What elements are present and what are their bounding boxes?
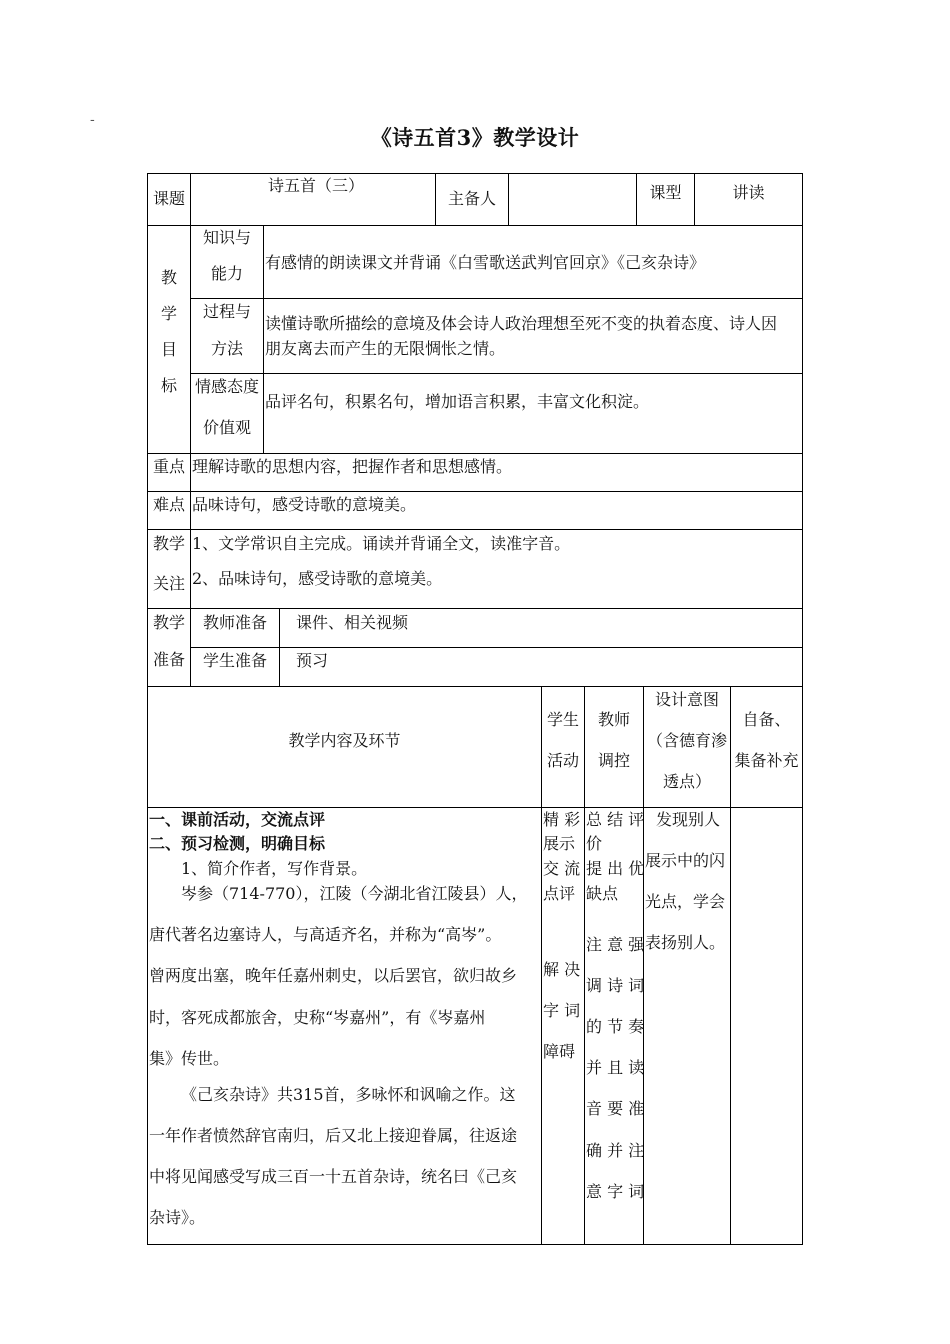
topic-value: 诗五首（三） <box>268 176 365 195</box>
focus-label-2: 关注 <box>152 574 185 593</box>
notes-header-1: 自备、 <box>742 710 791 729</box>
attitude-sub-1: 情感态度 <box>194 377 259 396</box>
design-header-1: 设计意图 <box>654 690 719 709</box>
student-activity-line: 障碍 <box>543 1042 576 1061</box>
teacher-control-line: 缺点 <box>586 884 619 903</box>
attitude-sub-2: 价值观 <box>202 418 251 437</box>
focus-item-1: 1、文学常识自主完成。诵读并背诵全文，读准字音。 <box>192 534 571 553</box>
author-line-4: 时，客死成都旅舍，史称“岑嘉州”，有《岑嘉州 <box>149 1008 486 1027</box>
process-sub-2: 方法 <box>210 339 243 358</box>
teacher-prep-value: 课件、相关视频 <box>296 613 409 632</box>
preparer-label: 主备人 <box>447 189 496 208</box>
student-activity-header-2: 活动 <box>546 751 579 770</box>
teacher-control-line: 总 结 评 <box>586 810 645 829</box>
page-title: 《诗五首3》教学设计 <box>370 125 580 150</box>
attitude-text: 品评名句，积累名句，增加语言积累，丰富文化积淀。 <box>265 392 650 411</box>
teacher-control-line: 提 出 优 <box>586 859 645 878</box>
section-2-heading: 二、预习检测，明确目标 <box>149 834 326 853</box>
teacher-prep-label: 教师准备 <box>202 613 267 632</box>
design-header-3: 透点） <box>662 772 711 791</box>
author-line-2: 唐代著名边塞诗人，与高适齐名，并称为“高岑”。 <box>149 925 502 944</box>
poem-line-4: 杂诗》。 <box>149 1208 206 1227</box>
item-1: 1、简介作者，写作背景。 <box>181 859 368 878</box>
student-activity-line: 交 流 <box>543 859 581 878</box>
objectives-label-3: 目 <box>160 340 177 359</box>
type-label: 课型 <box>649 183 682 202</box>
author-line-3: 曾两度出塞，晚年任嘉州刺史，以后罢官，欲归故乡 <box>149 966 518 985</box>
student-activity-header-1: 学生 <box>546 710 579 729</box>
teacher-control-line: 并 且 读 <box>586 1058 645 1077</box>
poem-line-2: 一年作者愤然辞官南归，后又北上接迎眷属，往返途 <box>149 1126 518 1145</box>
teacher-control-line: 意 字 词 <box>586 1182 645 1201</box>
process-text-2: 朋友离去而产生的无限惆怅之情。 <box>265 339 506 358</box>
key-point-label: 重点 <box>152 457 185 476</box>
design-line: 发现别人 <box>656 810 721 829</box>
process-text-1: 读懂诗歌所描绘的意境及体会诗人政治理想至死不变的执着态度、诗人因 <box>265 314 778 333</box>
key-point-text: 理解诗歌的思想内容，把握作者和思想感情。 <box>192 457 513 476</box>
design-line: 展示中的闪 <box>645 851 726 870</box>
content-header: 教学内容及环节 <box>288 731 401 750</box>
student-activity-line: 点评 <box>543 884 576 903</box>
teacher-control-line: 价 <box>586 834 603 853</box>
student-activity-line: 解 决 <box>543 960 581 979</box>
teacher-control-line: 的 节 奏 <box>586 1017 645 1036</box>
student-prep-value: 预习 <box>296 651 329 670</box>
student-activity-line: 字 词 <box>543 1001 581 1020</box>
student-prep-label: 学生准备 <box>202 651 267 670</box>
knowledge-text: 有感情的朗读课文并背诵《白雪歌送武判官回京》《己亥杂诗》 <box>265 253 706 272</box>
teacher-control-header-1: 教师 <box>597 710 630 729</box>
poem-line-1: 《己亥杂诗》共315首，多咏怀和讽喻之作。这 <box>181 1085 516 1104</box>
objectives-label-4: 标 <box>160 376 177 395</box>
design-line: 表扬别人。 <box>645 933 726 952</box>
author-line-1: 岑参（714-770），江陵（今湖北省江陵县）人， <box>181 884 528 903</box>
design-header-2: （含德育渗 <box>646 731 727 750</box>
prep-label-1: 教学 <box>152 613 185 632</box>
difficulty-label: 难点 <box>152 495 185 514</box>
poem-line-3: 中将见闻感受写成三百一十五首杂诗，统名曰《己亥 <box>149 1167 518 1186</box>
knowledge-sub-2: 能力 <box>210 264 243 283</box>
objectives-label-1: 教 <box>160 268 177 287</box>
student-activity-line: 展示 <box>543 834 576 853</box>
difficulty-text: 品味诗句，感受诗歌的意境美。 <box>192 495 417 514</box>
focus-item-2: 2、品味诗句，感受诗歌的意境美。 <box>192 569 443 588</box>
topic-label: 课题 <box>152 189 185 208</box>
section-1-heading: 一、课前活动，交流点评 <box>149 810 326 829</box>
focus-label-1: 教学 <box>152 534 185 553</box>
author-line-5: 集》传世。 <box>149 1049 230 1068</box>
corner-mark: - <box>90 112 95 128</box>
prep-label-2: 准备 <box>152 650 185 669</box>
objectives-label-2: 学 <box>160 304 177 323</box>
process-sub-1: 过程与 <box>202 302 251 321</box>
teacher-control-line: 调 诗 词 <box>586 976 645 995</box>
type-value: 讲读 <box>732 183 765 202</box>
student-activity-line: 精 彩 <box>543 810 581 829</box>
design-line: 光点，学会 <box>645 892 726 911</box>
teacher-control-line: 确 并 注 <box>586 1141 645 1160</box>
knowledge-sub-1: 知识与 <box>202 228 251 247</box>
teacher-control-header-2: 调控 <box>597 751 630 770</box>
teacher-control-line: 音 要 准 <box>586 1099 645 1118</box>
notes-header-2: 集备补充 <box>734 751 799 770</box>
teacher-control-line: 注 意 强 <box>586 935 645 954</box>
